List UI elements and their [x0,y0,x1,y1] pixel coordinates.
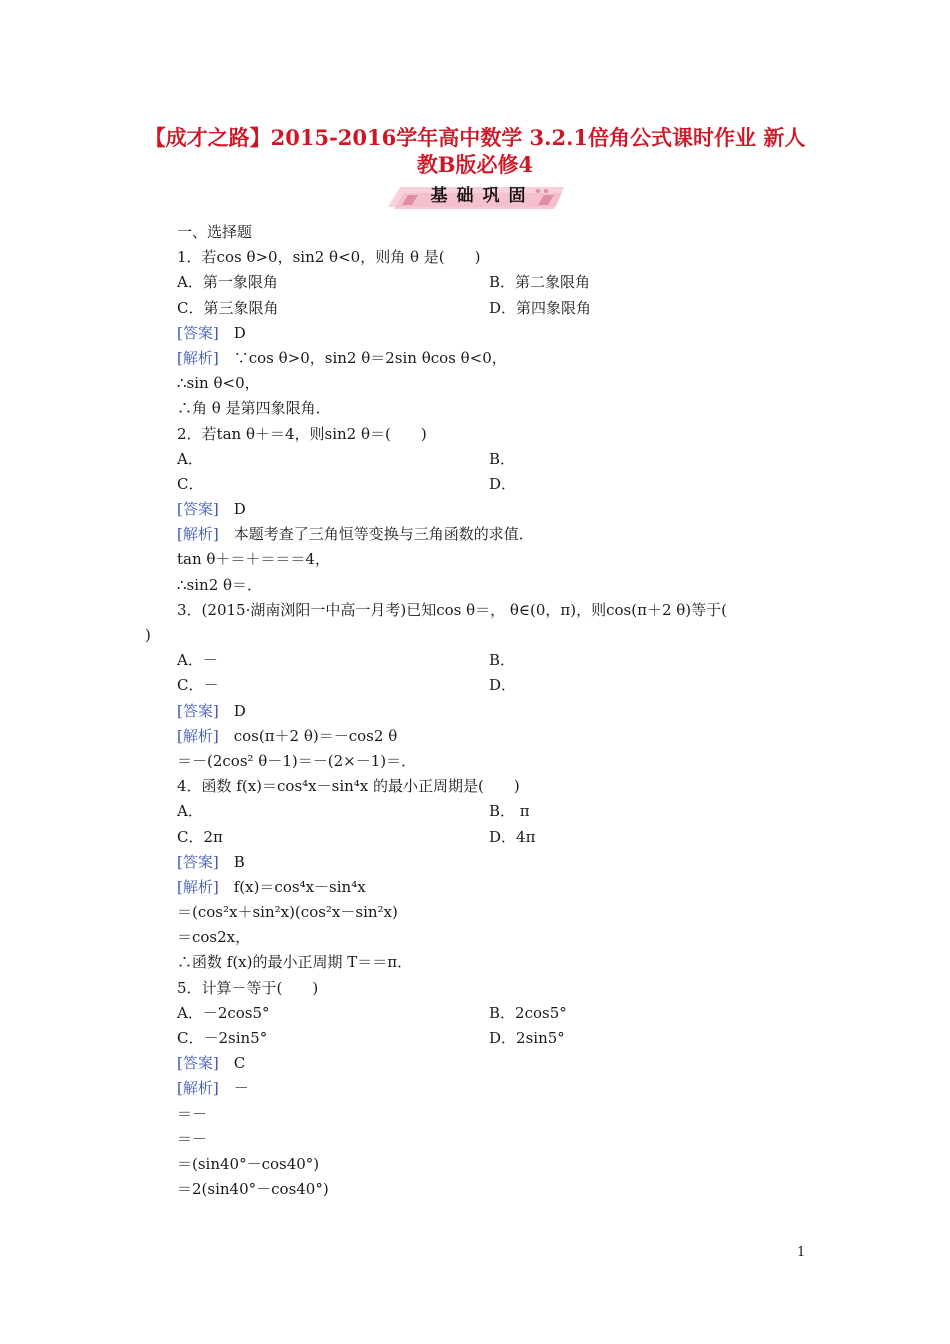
answer-tag: [答案] [177,323,219,342]
answer-line [177,1051,817,1076]
line-text: cos(π＋2 θ)＝－cos2 θ [218,726,398,745]
line-text: 2．若tan θ＋＝4，则sin2 θ＝( ) [177,424,427,443]
answer-tag: [答案] [177,701,219,720]
option-b: D． [489,474,517,493]
text-line [177,598,817,623]
option-a: C．－ [177,676,219,695]
line-text: ∴角 θ 是第四象限角． [177,399,331,418]
option-row [177,447,817,472]
page-number: 1 [797,1245,806,1260]
text-line [145,623,817,648]
answer-tag: [解析] [177,726,219,745]
line-text: 3．(2015·湖南浏阳一中高一月考)已知cos θ＝， θ∈(0，π)，则cos(π＋2 θ)等于( [177,600,728,619]
option-row [177,296,817,321]
line-text: D [218,323,246,342]
option-b: B． [489,651,516,670]
option-row [177,799,817,824]
option-b: D．4π [489,827,536,846]
answer-tag: [答案] [177,852,219,871]
answer-line [177,850,817,875]
option-a: A．－ [177,651,218,670]
option-a: C．2π [177,827,223,846]
option-row [177,270,817,295]
text-line [177,1102,817,1127]
text-line [177,573,817,598]
document-title [120,124,830,178]
text-line [177,245,817,270]
answer-line [177,724,817,749]
option-row [177,1026,817,1051]
text-line [177,774,817,799]
text-line [177,547,817,572]
option-row [177,825,817,850]
line-text: 一、选择题 [177,223,253,241]
title-line-2: 教B版必修4 [416,152,534,177]
option-a: C．－2sin5° [177,1029,268,1047]
line-text: f(x)＝cos⁴x－sin⁴x [218,877,366,896]
answer-line [177,699,817,724]
option-row [177,1001,817,1026]
text-line [177,1127,817,1152]
line-text: D [218,701,246,720]
line-text: tan θ＋＝＋＝＝＝4， [177,550,330,569]
option-b: B． [489,449,516,468]
option-a: A．－2cos5° [177,1003,270,1022]
text-line [177,422,817,447]
answer-tag: [解析] [177,1079,219,1098]
option-b: D．2sin5° [489,1029,565,1047]
line-text: 4．函数 f(x)＝cos⁴x－sin⁴x 的最小正周期是( ) [177,777,520,796]
answer-line [177,321,817,346]
answer-line [177,1076,817,1101]
answer-line [177,346,817,371]
line-text: ∵cos θ>0，sin2 θ＝2sin θcos θ<0， [218,348,507,367]
line-text: ＝2(sin40°－cos40°) [177,1180,329,1199]
option-b: D． [489,676,517,695]
text-line [177,220,817,245]
text-line [177,371,817,396]
line-text: ) [145,626,151,644]
line-text: ∴sin2 θ＝． [177,575,263,594]
line-text: 本题考查了三角恒等变换与三角函数的求值． [218,525,534,544]
line-text: ＝(cos²x＋sin²x)(cos²x－sin²x) [177,903,398,922]
option-row [177,673,817,698]
text-line [177,950,817,975]
option-b: B．2cos5° [489,1003,567,1022]
answer-tag: [答案] [177,500,219,519]
line-text: ＝－(2cos² θ－1)＝－(2×－1)＝． [177,751,417,770]
answer-line [177,497,817,522]
line-text: ∴sin θ<0， [177,374,260,393]
line-text: ＝－ [177,1104,208,1123]
option-b: B． π [489,802,530,821]
option-a: A．第一象限角 [177,273,278,292]
line-text: ∴函数 f(x)的最小正周期 T＝＝π． [177,953,413,972]
answer-line [177,522,817,547]
line-text: 1．若cos θ>0，sin2 θ<0，则角 θ 是( ) [177,248,481,267]
banner-label: 基础巩固 [430,186,535,206]
answer-line [177,875,817,900]
line-text: ＝－ [177,1129,208,1148]
text-line [177,925,817,950]
option-a: A． [177,802,203,821]
section-banner [388,183,568,211]
option-a: A． [177,449,203,468]
line-text: ＝(sin40°－cos40°) [177,1154,320,1173]
line-text: C [218,1054,246,1073]
answer-tag: [解析] [177,348,219,367]
option-b: B．第二象限角 [489,273,591,292]
text-line [177,900,817,925]
line-text: ＝cos2x， [177,928,251,947]
answer-tag: [解析] [177,877,219,896]
text-line [177,396,817,421]
text-line [177,749,817,774]
option-a: C．第三象限角 [177,298,279,317]
title-line-1: 【成才之路】2015-2016学年高中数学 3.2.1倍角公式课时作业 新人 [144,125,806,150]
option-b: D．第四象限角 [489,298,592,317]
document-body [145,220,817,1202]
text-line [177,1152,817,1177]
option-row [177,472,817,497]
line-text: － [218,1079,249,1098]
answer-tag: [答案] [177,1054,219,1073]
line-text: B [218,852,245,871]
text-line [177,976,817,1001]
option-a: C． [177,474,204,493]
text-line [177,1177,817,1202]
line-text: 5．计算－等于( ) [177,978,319,997]
line-text: D [218,500,246,519]
option-row [177,648,817,673]
answer-tag: [解析] [177,525,219,544]
